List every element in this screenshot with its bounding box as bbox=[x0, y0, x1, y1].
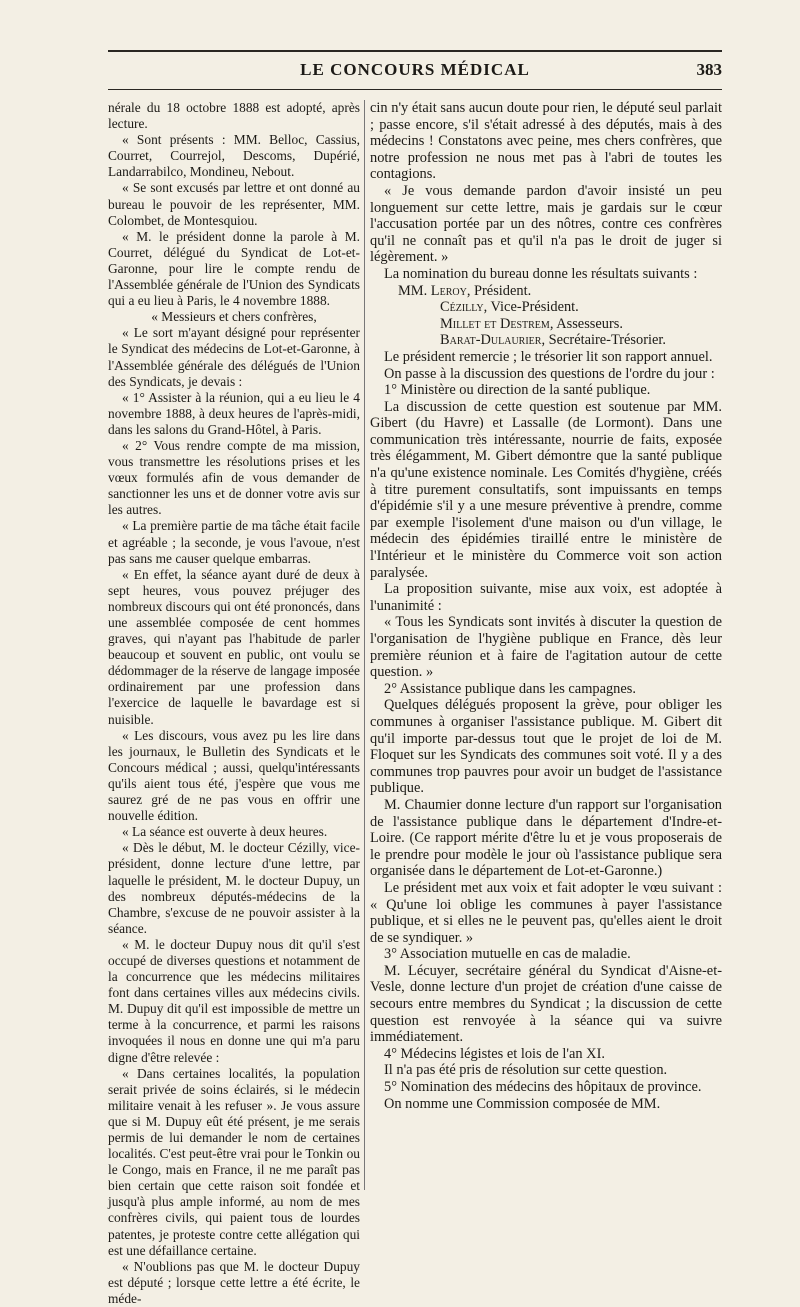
paragraph: « M. le docteur Dupuy nous dit qu'il s'est occupé de diverses questions et notamment de la concurrence que les médecins militaires font dans certaines villes aux médecins civils. M. Dupuy dit qu'il est impossible de mettre un terme à la concurrence, et parmi les raisons invoquées il nous en donne une qui m'a paru digne d'être relevée : bbox=[108, 936, 360, 1065]
paragraph: cin n'y était sans aucun doute pour rien, le député seul parlait ; passe encore, s'il s'était adressé à des députés, mais à des médecins ! Constatons avec peine, mes chers confrères, que notre profession ne nous met pas à l'abri de toutes les contagions. bbox=[370, 100, 722, 183]
paragraph: « Messieurs et chers confrères, bbox=[151, 309, 317, 325]
paragraph: Quelques délégués proposent la grève, pour obliger les communes à organiser l'assistance publique. M. Gibert dit qu'il importe par-dessus tout que le projet de loi de M. Floquet sur les Syndicats des communes soit voté. Il y a des communes trop pauvres pour avoir un budget de l'assistance publique. bbox=[370, 697, 722, 797]
paragraph: « 1° Assister à la réunion, qui a eu lieu le 4 novembre 1888, à deux heures de l'après-midi, dans les salons du Grand-Hôtel, à Paris. bbox=[108, 389, 360, 437]
paragraph: 2° Assistance publique dans les campagnes. bbox=[384, 680, 636, 697]
paragraph: « La séance est ouverte à deux heures. bbox=[122, 824, 328, 840]
paragraph: « Se sont excusés par lettre et ont donné au bureau le pouvoir de les représenter, MM. Colombet, de Montesquiou. bbox=[108, 180, 360, 228]
bureau-prefix: MM. bbox=[398, 282, 431, 299]
bureau-role: , Secrétaire-Trésorier. bbox=[541, 332, 666, 349]
bureau-member bbox=[370, 283, 722, 300]
left-column bbox=[108, 100, 360, 1307]
paragraph: « Les discours, vous avez pu les lire dans les journaux, le Bulletin des Syndicats et le Concours médical ; aussi, quelqu'intéressants qu'ils aient tous été, j'espère que vous me saurez gré de ne pas vous en offrir une nouvelle édition. bbox=[108, 727, 360, 824]
page-number: 383 bbox=[696, 60, 722, 79]
paragraph: Le président met aux voix et fait adopter le vœu suivant : « Qu'une loi oblige les communes à payer l'assistance publique, et si elles ne le peuvent pas, qu'elles aient le droit de se syndiquer. » bbox=[370, 879, 722, 946]
paragraph: « M. le président donne la parole à M. Courret, délégué du Syndicat de Lot-et-Garonne, pour lire le compte rendu de l'Assemblée générale de l'Union des Syndicats qui a eu lieu à Paris, le 4 novembre 1888. bbox=[108, 228, 360, 309]
paragraph: « En effet, la séance ayant duré de deux à sept heures, vous pouvez préjuger des nombreux discours qui ont été prononcés, dans une assemblée composée de cent hommes graves, qui n'ayant pas l'habitude de parler beaucoup et souvent en public, ont voulu se dédommager de la réserve de langage imposée ordinairement par une profession dans l'exercice de laquelle le bavardage est si nuisible. bbox=[108, 566, 360, 727]
paragraph: On passe à la discussion des questions de l'ordre du jour : bbox=[384, 365, 715, 382]
paragraph: 4° Médecins légistes et lois de l'an XI. bbox=[384, 1045, 605, 1062]
paragraph: La proposition suivante, mise aux voix, est adoptée à l'unanimité : bbox=[370, 581, 722, 614]
paragraph: 1° Ministère ou direction de la santé publique. bbox=[384, 382, 651, 399]
paragraph: On nomme une Commission composée de MM. bbox=[384, 1095, 661, 1112]
paragraph: nérale du 18 octobre 1888 est adopté, après lecture. bbox=[108, 100, 360, 132]
bureau-member bbox=[370, 299, 722, 316]
paragraph: « Tous les Syndicats sont invités à discuter la question de l'organisation de l'hygiène publique en France, dès leur première réunion et à faire de l'agitation autour de cette question. » bbox=[370, 614, 722, 681]
paragraph: M. Chaumier donne lecture d'un rapport sur l'organisation de l'assistance publique dans le département d'Indre-et-Loire. (Ce rapport mérite d'être lu et je vous proposerais de le prendre pour modèle le jour où l'assistance publique sera organisée dans le département de Lot-et-Garonne.) bbox=[370, 796, 722, 880]
paragraph: La nomination du bureau donne les résultats suivants : bbox=[384, 265, 698, 282]
paragraph: M. Lécuyer, secrétaire général du Syndicat d'Aisne-et-Vesle, donne lecture d'un projet de création d'une caisse de secours entre membres du Syndicat ; la discussion de cette question est renvoyée à la séance qui va suivre immédiatement. bbox=[370, 962, 722, 1046]
paragraph: « 2° Vous rendre compte de ma mission, vous transmettre les résolutions prises et les vœux formulés afin de vous demander de sanctionner les uns et de donner votre avis sur les autres. bbox=[108, 437, 360, 518]
right-column bbox=[370, 100, 722, 1112]
column-divider bbox=[364, 100, 365, 1190]
paragraph: « Dans certaines localités, la population serait privée de soins éclairés, si le médecin militaire venait à les refuser ». Je vous assure que si M. Dupuy eût été présent, je me serais permis de lui demander le nom de certaines localités. C'est peut-être vrai pour le Tonkin ou le Congo, mais en France, il ne me paraît pas bien certain que cette raison soit fondée et jusqu'à plus ample informé, au nom de mes confrères civils, qui paient tous de lourdes patentes, je proteste contre cette allégation qui est une défaillance certaine. bbox=[108, 1065, 360, 1258]
paragraph: 5° Nomination des médecins des hôpitaux de province. bbox=[384, 1079, 702, 1096]
bureau-role: , Vice-Président. bbox=[483, 299, 579, 316]
paragraph: « Le sort m'ayant désigné pour représenter le Syndicat des médecins de Lot-et-Garonne, à l'Assemblée générale des délégués de l'Union des Syndicats, je devais : bbox=[108, 325, 360, 389]
running-title: LE CONCOURS MÉDICAL bbox=[300, 60, 530, 79]
paragraph: « Sont présents : MM. Belloc, Cassius, Courret, Courrejol, Descoms, Dupérié, Landarrabilco, Mondineu, Nebout. bbox=[108, 132, 360, 180]
bureau-member bbox=[370, 316, 722, 333]
paragraph: « N'oublions pas que M. le docteur Dupuy est député ; lorsque cette lettre a été écrite, le méde- bbox=[108, 1258, 360, 1306]
bureau-name: Millet et Destrem bbox=[440, 315, 550, 332]
paragraph: « Dès le début, M. le docteur Cézilly, vice-président, donne lecture d'une lettre, par laquelle le président, M. le docteur Dupuy, un des nombreux députés-médecins de la Chambre, s'excuse de ne pouvoir assister à la séance. bbox=[108, 840, 360, 936]
bureau-role: , Assesseurs. bbox=[549, 315, 623, 332]
header-rule-bottom bbox=[108, 89, 722, 90]
paragraph: « La première partie de ma tâche était facile et agréable ; la seconde, je vous l'avoue, n'est pas sans me causer quelque embarras. bbox=[108, 518, 360, 566]
paragraph: Le président remercie ; le trésorier lit son rapport annuel. bbox=[384, 348, 713, 365]
bureau-role: , Président. bbox=[466, 282, 532, 299]
paragraph: Il n'a pas été pris de résolution sur cette question. bbox=[384, 1062, 668, 1079]
paragraph: « Je vous demande pardon d'avoir insisté un peu longuement sur cette lettre, mais je gardais sur le cœur l'accusation portée par un des nôtres, contre ces confrères qu'il ne connaît pas et qu'il n'a pas le droit de juger si légèrement. » bbox=[370, 182, 722, 266]
bureau-name: Cézilly bbox=[440, 299, 484, 316]
header-rule-top bbox=[108, 50, 722, 52]
bureau-name: Barat-Dulaurier bbox=[440, 332, 542, 349]
bureau-member bbox=[370, 332, 722, 349]
bureau-name: Leroy bbox=[430, 282, 467, 299]
paragraph: La discussion de cette question est soutenue par MM. Gibert (du Havre) et Lassalle (de Lormont). Dans une communication très intéressante, nourrie de faits, exposée très élégamment, M. Gibert démontre que la santé publique n'a qu'une existence nominale. Les Comités d'hygiène, créés à titre purement consultatifs, sont impuissants en temps d'épidémie s'il y a une mesure préventive à prendre, comme par exemple l'isolement d'une maison ou d'un village, le médecin des épidémies tiraillé entre le ministère de l'Intérieur et le ministère du Commerce voit son action paralysée. bbox=[370, 398, 722, 581]
paragraph: 3° Association mutuelle en cas de maladie. bbox=[384, 946, 631, 963]
